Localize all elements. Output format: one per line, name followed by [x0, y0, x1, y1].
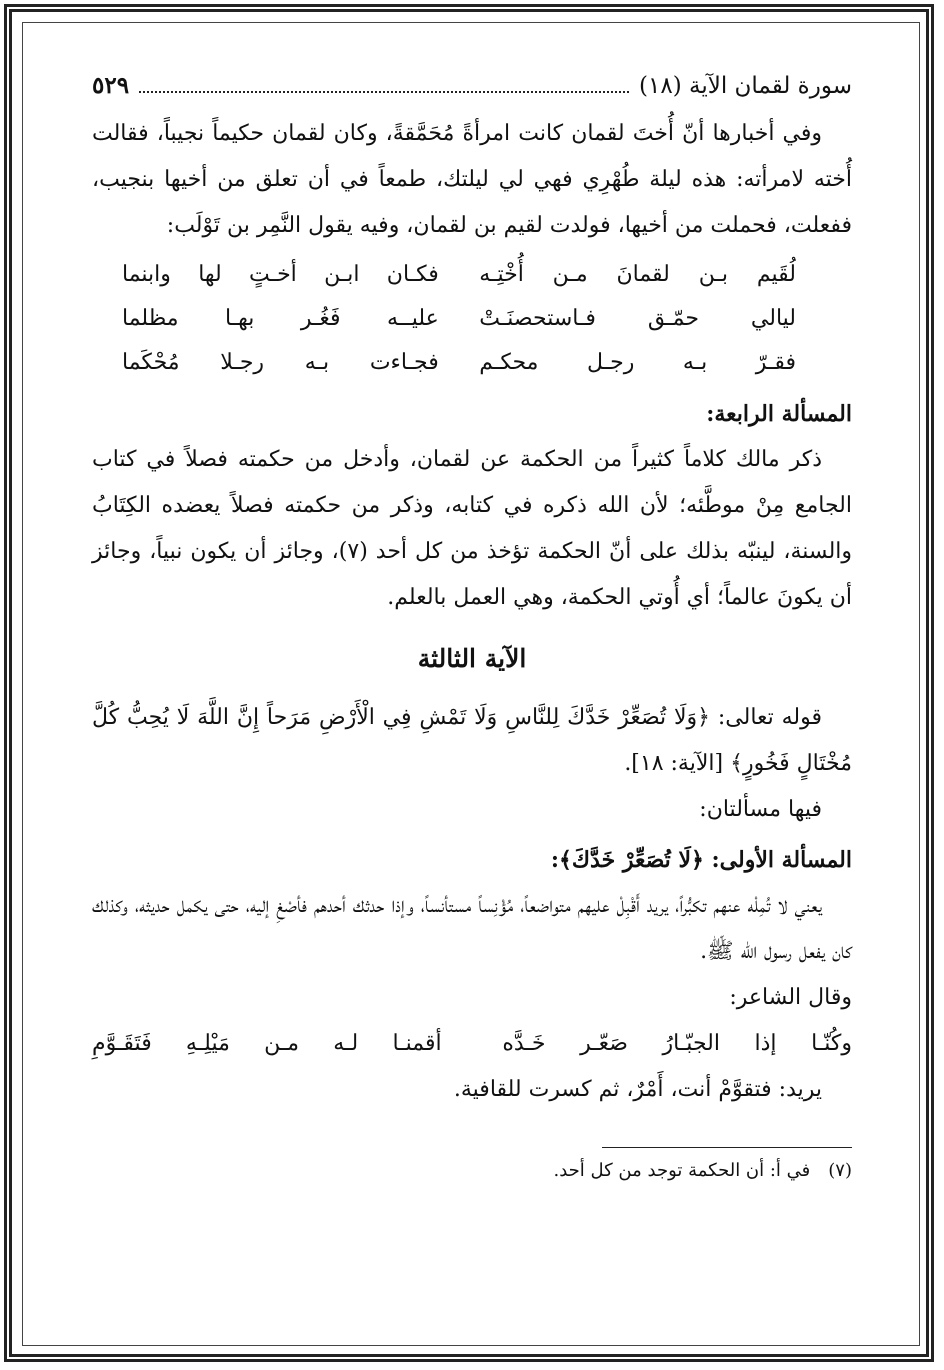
- poem-hemistich-first: لُقَيم بـن لقمانَ مـن أُخْتِـه: [479, 262, 796, 287]
- page-number: ٥٢٩: [92, 72, 130, 99]
- footnote-text: في أ: أن الحكمة توجد من كل أحد.: [553, 1160, 811, 1181]
- footnote-separator: [602, 1147, 852, 1148]
- paragraph-poet-intro: وقال الشاعر:: [729, 985, 852, 1010]
- running-header: [92, 72, 852, 99]
- paragraph-verse-quote: قوله تعالى: ﴿وَلَا تُصَعِّرْ خَدَّكَ لِلنَّاسِ وَلَا تَمْشِ فِي الْأَرْضِ مَرَحاً إِنَّ اللَّهَ لَا يُحِبُّ كُلَّ مُخْتَالٍ فَخُورٍ﴾ [الآية: ١٨].: [92, 705, 852, 776]
- poem-line-tyrant: [92, 1021, 852, 1067]
- poem-namir: [92, 253, 852, 385]
- poem-line: [92, 253, 852, 297]
- paragraph-malik-wisdom: ذكر مالك كلاماً كثيراً من الحكمة عن لقمان، وأدخل من حكمته فصلاً في كتاب الجامع مِنْ موطَّئه؛ لأن الله ذكره في كتابه، وذكر من حكمته فصلاً يعضده الكِتَابُ والسنة، لينبّه بذلك على أنّ الحكمة تؤخذ من كل أحد (٧)، وجائز أن يكون نبياً، وجائز أن يكونَ عالماً؛ أي أُوتي الحكمة، وهي العمل بالعلم.: [92, 447, 853, 610]
- book-page: [92, 72, 852, 1186]
- heading-first-issue: المسألة الأولى: ﴿لَا تُصَعِّرْ خَدَّكَ﴾:: [550, 847, 852, 873]
- footnote-number: (٧): [828, 1160, 852, 1181]
- poem-hemistich-first: ليالي حمّـق فـاستحصنَـتْ: [479, 306, 796, 331]
- heading-fourth-issue: المسألة الرابعة:: [706, 401, 852, 427]
- paragraph-two-issues: فيها مسألتان:: [699, 797, 822, 822]
- footnote: [92, 1156, 852, 1186]
- poem-hemistich-second: أقمنـا لـه مـن مَيْلِـهِ فَتَقَـوَّمِ: [92, 1031, 442, 1056]
- section-title-third-verse: الآية الثالثة: [417, 644, 527, 673]
- paragraph-explanation: يعني لا تُمِلْه عنهم تكبُّراً، يريد أَقْبِلْ عليهم متواضعاً، مُؤْنِساً مستأنساً، وإذا حدثك أحدهم فأصْغِ إليه، حتى يكمل حديثه، وكذلك كان يفعل رسول الله ﷺ.: [92, 893, 852, 964]
- running-title: سورة لقمان الآية (١٨): [639, 73, 852, 99]
- poem-hemistich-second: فكـان ابـن أخـتٍ لها وابنما: [122, 262, 439, 287]
- poem-hemistich-first: وكُنّـا إذا الجبّـارُ صَعّـر خَـدَّه: [502, 1031, 852, 1056]
- poem-hemistich-second: فجـاءت بـه رجـلا مُحْكَما: [122, 350, 439, 375]
- poem-line: [92, 341, 852, 385]
- paragraph-meter-note: يريد: فتقوَّمْ أنت، أَمْرٌ، ثم كسرت للقافية.: [453, 1077, 822, 1102]
- poem-line: [92, 297, 852, 341]
- header-dotted-leader: [139, 79, 629, 93]
- poem-hemistich-first: فقـرّ بـه رجـل محكـم: [479, 350, 796, 375]
- paragraph-laqman-sister: وفي أخبارها أنّ أُختَ لقمان كانت امرأةً مُحَمَّقةً، وكان لقمان حكيماً نجيباً، فقالت أُخته لامرأته: هذه ليلة طُهْرِي فهي لي ليلتك، طمعاً في أن تعلق من أخيها بنجيب، ففعلت، فحملت من أخيها، فولدت لقيم بن لقمان، وفيه يقول النَّمِر بن تَوْلَب:: [92, 121, 852, 238]
- poem-hemistich-second: عليــه فَغُـر بهـا مظلما: [122, 306, 439, 331]
